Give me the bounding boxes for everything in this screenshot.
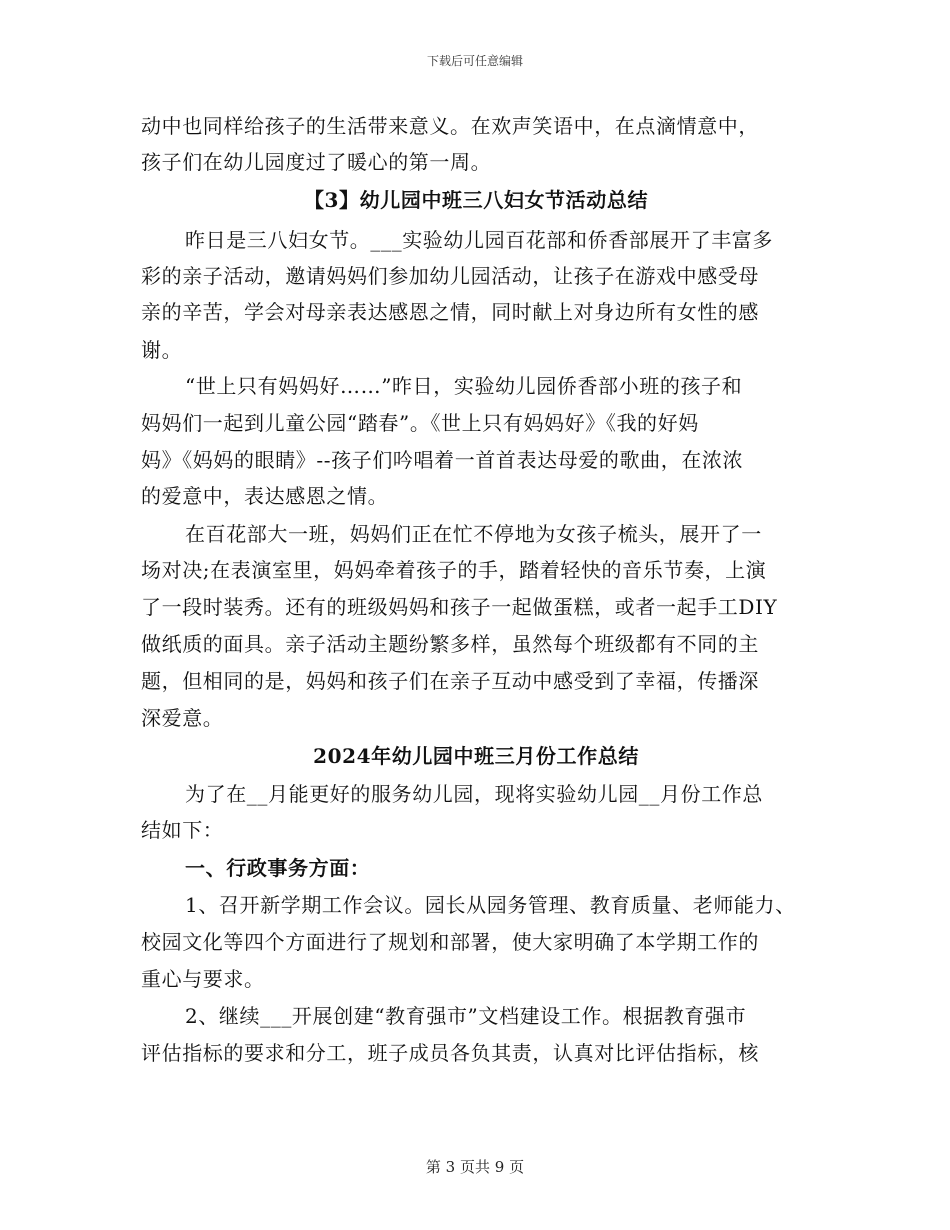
text-line: 2、继续___开展创建“教育强市”文档建设工作。根据教育强市 (185, 1004, 747, 1028)
text-line: 重心与要求。 (141, 967, 265, 991)
text-line: 深爱意。 (141, 706, 224, 730)
subsection-heading: 一、行政事务方面： (185, 856, 371, 880)
section-heading: 【3】幼儿园中班三八妇女节活动总结 (303, 188, 649, 212)
text-line: 在百花部大一班，妈妈们正在忙不停地为女孩子梳头，展开了一 (185, 522, 762, 546)
text-line: 了一段时装秀。还有的班级妈妈和孩子一起做蛋糕，或者一起手工DIY (141, 595, 778, 619)
text-line: 的爱意中，表达感恩之情。 (141, 484, 389, 508)
text-line: 妈》《妈妈的眼睛》--孩子们吟唱着一首首表达母爱的歌曲，在浓浓 (141, 448, 744, 472)
text-line: “世上只有妈妈好……”昨日，实验幼儿园侨香部小班的孩子和 (185, 374, 743, 398)
text-line: 谢。 (141, 338, 183, 362)
text-line: 1、召开新学期工作会议。园长从园务管理、教育质量、老师能力、 (185, 893, 796, 917)
page-footer: 第 3 页共 9 页 (425, 1158, 525, 1176)
text-line: 亲的辛苦，学会对母亲表达感恩之情，同时献上对身边所有女性的感 (141, 300, 759, 324)
text-line: 评估指标的要求和分工，班子成员各负其责，认真对比评估指标，核 (141, 1041, 759, 1065)
text-line: 为了在__月能更好的服务幼儿园，现将实验幼儿园__月份工作总 (185, 782, 763, 806)
text-line: 场对决;在表演室里，妈妈牵着孩子的手，踏着轻快的音乐节奏，上演 (141, 558, 767, 582)
text-line: 题，但相同的是，妈妈和孩子们在亲子互动中感受到了幸福，传播深 (141, 669, 759, 693)
text-line: 妈妈们一起到儿童公园“踏春”。《世上只有妈妈好》《我的好妈 (141, 411, 699, 435)
text-line: 做纸质的面具。亲子活动主题纷繁多样，虽然每个班级都有不同的主 (141, 632, 759, 656)
section-heading: 2024年幼儿园中班三月份工作总结 (313, 744, 639, 768)
text-line: 动中也同样给孩子的生活带来意义。在欢声笑语中，在点滴情意中， (141, 114, 759, 138)
text-line: 结如下： (141, 818, 224, 842)
page-header: 下载后可任意编辑 (426, 54, 523, 68)
text-line: 彩的亲子活动，邀请妈妈们参加幼儿园活动，让孩子在游戏中感受母 (141, 264, 759, 288)
text-line: 昨日是三八妇女节。___实验幼儿园百花部和侨香部展开了丰富多 (185, 228, 773, 252)
text-line: 校园文化等四个方面进行了规划和部署，使大家明确了本学期工作的 (141, 930, 759, 954)
text-line: 孩子们在幼儿园度过了暖心的第一周。 (141, 150, 492, 174)
